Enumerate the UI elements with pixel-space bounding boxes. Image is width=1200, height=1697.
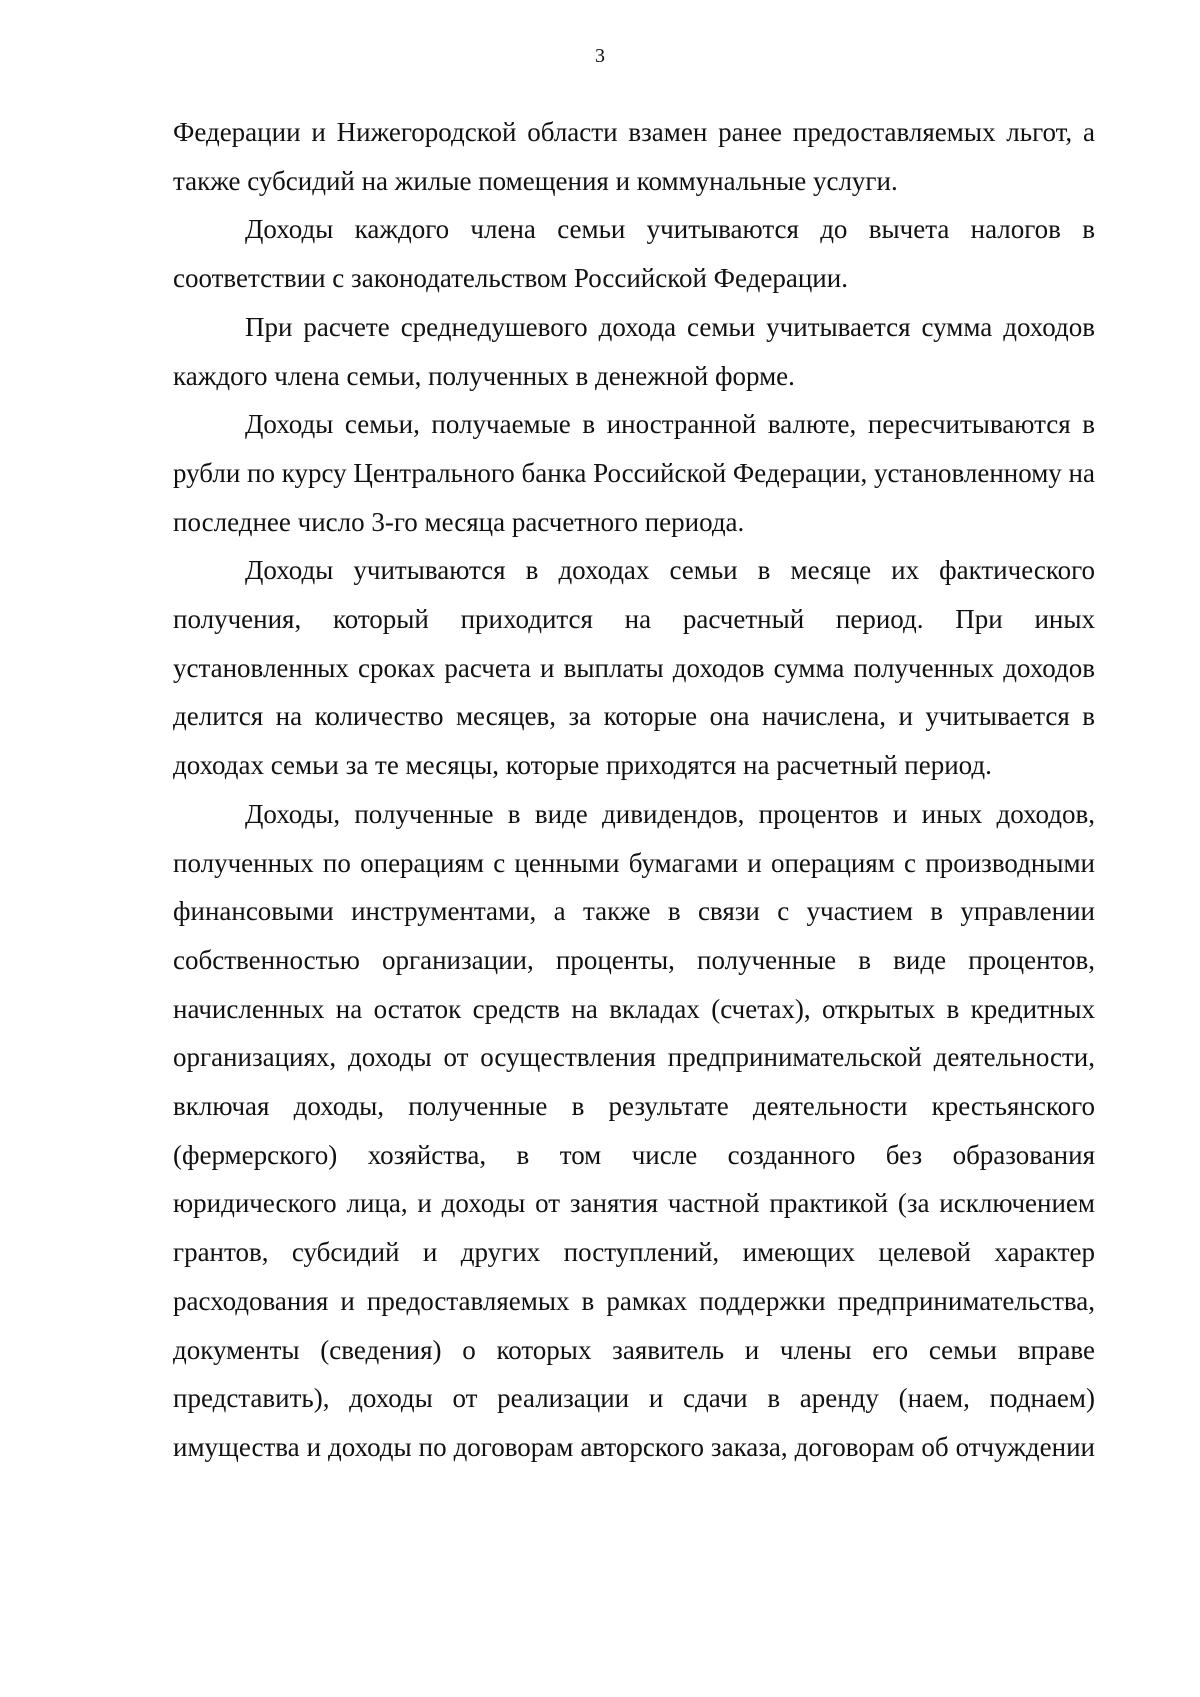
document-body: [173, 108, 1095, 1472]
paragraph-income-before-taxes: Доходы каждого члена семьи учитываются до вычета налогов в соответствии с законодательством Российской Федерации.: [173, 214, 1095, 294]
paragraph-dividends-and-other-income: Доходы, полученные в виде дивидендов, процентов и иных доходов, полученных по операциям с ценными бумагами и операциям с производными финансовыми инструментами, а также в связи с участием в управлении собственностью организации, проценты, полученные в виде процентов, начисленных на остаток средств на вкладах (счетах), открытых в кредитных организациях, доходы от осуществления предпринимательской деятельности, включая доходы, полученные в результате деятельности крестьянского (фермерского) хозяйства, в том числе созданного без образования юридического лица, и доходы от занятия частной практикой (за исключением грантов, субсидий и других поступлений, имеющих целевой характер расходования и предоставляемых в рамках поддержки предпринимательства, документы (сведения) о которых заявитель и члены его семьи вправе представить), доходы от реализации и сдачи в аренду (наем, поднаем) имущества и доходы по договорам авторского заказа, договорам об отчуждении: [173, 798, 1095, 1462]
paragraph-foreign-currency: Доходы семьи, получаемые в иностранной валюте, пересчитываются в рубли по курсу Центрального банка Российской Федерации, установленному на последнее число 3-го месяца расчетного периода.: [173, 409, 1095, 537]
paragraph-income-accounting-month: Доходы учитываются в доходах семьи в месяце их фактического получения, который приходится на расчетный период. При иных установленных сроках расчета и выплаты доходов сумма полученных доходов делится на количество месяцев, за которые она начислена, и учитывается в доходах семьи за те месяцы, которые приходятся на расчетный период.: [173, 555, 1095, 781]
page-number: 3: [595, 45, 605, 67]
paragraph-per-capita-income: При расчете среднедушевого дохода семьи учитывается сумма доходов каждого члена семьи, полученных в денежной форме.: [173, 311, 1095, 391]
paragraph-benefits-subsidies: Федерации и Нижегородской области взамен ранее предоставляемых льгот, а также субсидий на жилые помещения и коммунальные услуги.: [173, 117, 1095, 196]
